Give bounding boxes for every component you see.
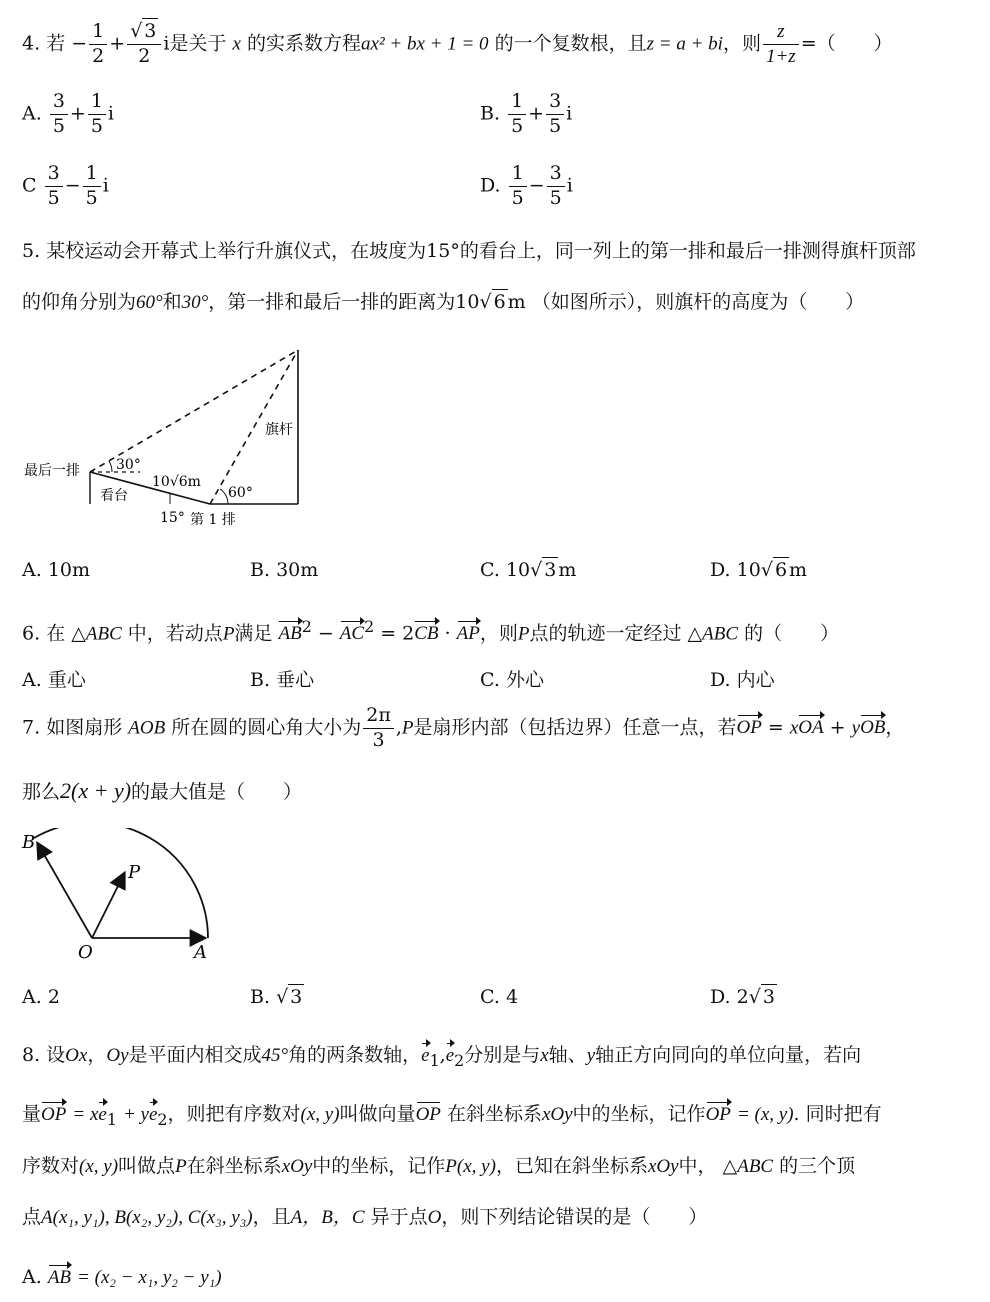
- angle-fraction: $\frac{2\pi}{3}$: [363, 706, 394, 751]
- sector-figure: [18, 828, 218, 964]
- q6-option-a[interactable]: A. 重心: [22, 669, 86, 691]
- q8-stem-line-2: 量OP = $xe_1 + ye_2$，则把有序数对(x, y)叫做向量OP 在斜坐标系xOy中的坐标，记作OP = (x, y). 同时把有: [22, 1103, 882, 1129]
- q8-stem-line-1: 8. 设Ox，Oy是平面内相交成45°角的两条数轴，$e_1,e_2$分别是与x轴、y轴正方向同向的单位向量，若向: [22, 1044, 862, 1070]
- q7-stem-line-1: 7. 如图扇形 AOB 所在圆的圆心角大小为 $\frac{2\pi}{3}$ ,P是扇形内部（包括边界）任意一点，若OP = xOA + yOB，: [22, 704, 905, 751]
- label-stand: 看台: [100, 488, 128, 504]
- q4-option-d[interactable]: D. $\frac{1}{5}$ − $\frac{3}{5}$ i: [480, 162, 573, 209]
- label-b: B: [22, 832, 36, 853]
- q6-option-c[interactable]: C. 外心: [480, 669, 544, 691]
- q8-option-a[interactable]: A. AB = (x₂ − x₁, y₂ − y₁): [22, 1266, 222, 1288]
- label-p: P: [128, 862, 141, 883]
- vector-op: [92, 874, 124, 938]
- sqrt3-over-2-fraction: $\frac{√ 3}{2}$: [127, 22, 161, 67]
- q4-option-b[interactable]: B. $\frac{1}{5}$ + $\frac{3}{5}$ i: [480, 90, 573, 137]
- q5-option-c[interactable]: C. 10√ 3 m: [480, 559, 577, 581]
- q6-option-d[interactable]: D. 内心: [710, 669, 775, 691]
- q6-option-b[interactable]: B. 垂心: [250, 669, 315, 691]
- label-angle-60: 60°: [228, 485, 253, 501]
- half-fraction: $\frac{1}{2}$: [89, 22, 107, 67]
- label-distance: 10√6m: [152, 474, 201, 490]
- sight-line-last-row: [90, 350, 298, 472]
- q4-option-a[interactable]: A. $\frac{3}{5}$ + $\frac{1}{5}$ i: [22, 90, 114, 137]
- equation: ax² + bx + 1 = 0: [361, 33, 489, 55]
- flagpole-figure: [20, 340, 310, 530]
- q7-stem-line-2: 那么2(x + y)的最大值是（ ）: [22, 778, 303, 803]
- q8-stem-line-4: 点A(x₁, y₁), B(x₂, y₂), C(x₃, y₃)，且A，B，C 异于点O，则下列结论错误的是（ ）: [22, 1206, 708, 1228]
- label-last-row: 最后一排: [24, 463, 80, 479]
- label-o: O: [78, 942, 93, 963]
- label-a: A: [194, 942, 207, 963]
- q5-stem-line-2: 的仰角分别为60°和30°，第一排和最后一排的距离为10√ 6 m （如图所示），则旗杆的高度为（ ）: [22, 291, 865, 313]
- z-fraction: $\frac{z}{1+z}$: [763, 22, 799, 67]
- q7-option-b[interactable]: B. √ 3: [250, 986, 303, 1008]
- q5-stem-line-1: 5. 某校运动会开幕式上举行升旗仪式，在坡度为15°的看台上，同一列上的第一排和最后一排测得旗杆顶部: [22, 240, 916, 262]
- label-flagpole: 旗杆: [265, 422, 293, 438]
- q4-option-c[interactable]: C $\frac{3}{5}$ − $\frac{1}{5}$ i: [22, 162, 109, 209]
- q6-stem: 6. 在 △ABC 中，若动点P满足 $AB^2 - AC^2 = 2CB$ · AP，则P点的轨迹一定经过 △ABC 的（ ）: [22, 617, 840, 645]
- q5-option-d[interactable]: D. 10√ 6 m: [710, 559, 808, 581]
- q4-stem: 4. 若 − $\frac{1}{2}$ + $\frac{√ 3}{2}$ i是关于 x 的实系数方程ax² + bx + 1 = 0 的一个复数根，且z = a + bi，则 $\frac{z}{1+z}$ =（ ）: [22, 20, 893, 67]
- q7-option-c[interactable]: C. 4: [480, 986, 519, 1008]
- label-first-row: 第 1 排: [190, 512, 236, 528]
- q7-option-a[interactable]: A. 2: [22, 986, 60, 1008]
- q5-option-b[interactable]: B. 30m: [250, 559, 319, 581]
- q8-stem-line-3: 序数对(x, y)叫做点P在斜坐标系xOy中的坐标，记作P(x, y)，已知在斜坐标系xOy中， △ABC 的三个顶: [22, 1155, 856, 1177]
- label-angle-30: 30°: [116, 457, 141, 473]
- q7-option-d[interactable]: D. 2√ 3: [710, 986, 775, 1008]
- label-15deg: 15°: [160, 510, 185, 526]
- vector-ob: [38, 844, 92, 938]
- q5-option-a[interactable]: A. 10m: [22, 559, 91, 581]
